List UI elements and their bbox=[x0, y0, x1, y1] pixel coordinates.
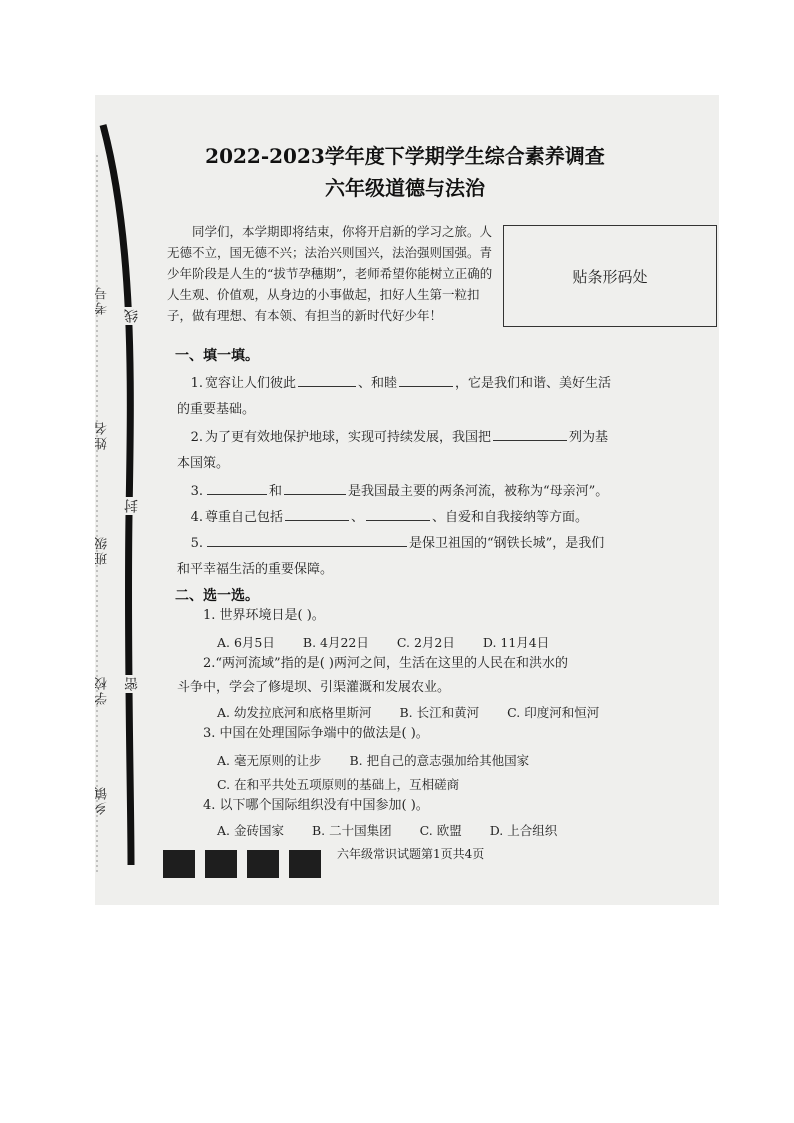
choice-options-3b: C. 在和平共处五项原则的基础上，互相磋商 bbox=[217, 777, 460, 792]
alignment-mark bbox=[289, 850, 321, 878]
alignment-mark bbox=[205, 850, 237, 878]
intro-paragraph: 同学们，本学期即将结束，你将开启新的学习之旅。人无德不立，国无德不兴；法治兴则国兴，法治强则国强。青少年阶段是人生的“拔节孕穗期”，老师希望你能树立正确的人生观、价值观，从身边的小事做起，扣好人生第一粒扣子，做有理想、有本领、有担当的新时代好少年！ bbox=[167, 224, 493, 323]
fill-question-4: 4. 尊重自己包括 、 、自爱和自我接纳等方面。 bbox=[177, 505, 647, 531]
choice-options-1: A. 6月5日 B. 4月22日 C. 2月2日 D. 11月4日 bbox=[217, 635, 550, 650]
fill-question-3: 3. 和 是我国最主要的两条河流，被称为“母亲河”。 bbox=[177, 479, 647, 505]
answer-blank bbox=[399, 371, 453, 387]
side-label-exam-number: 考号 bbox=[95, 285, 110, 315]
answer-blank bbox=[207, 531, 407, 547]
choice-question-3: 3. 中国在处理国际争端中的做法是( )。 bbox=[203, 726, 429, 741]
fill-question-2: 2. 为了更有效地保护地球，实现可持续发展，我国把 列为基 本国策。 bbox=[177, 425, 647, 477]
answer-blank bbox=[366, 505, 430, 521]
alignment-mark bbox=[163, 850, 195, 878]
fill-question-5: 5. 是保卫祖国的“钢铁长城”，是我们 和平幸福生活的重要保障。 bbox=[177, 531, 647, 583]
side-label-name: 姓名 bbox=[95, 420, 110, 450]
seal-char-line: 线 bbox=[124, 309, 140, 323]
alignment-mark bbox=[247, 850, 279, 878]
barcode-box bbox=[503, 225, 717, 327]
barcode-label: 贴条形码处 bbox=[572, 267, 648, 286]
choice-options-3a: A. 毫无原则的让步 B. 把自己的意志强加给其他国家 bbox=[217, 753, 530, 768]
exam-paper-photo bbox=[95, 95, 719, 905]
side-label-school: 学校 bbox=[95, 675, 110, 705]
answer-blank bbox=[298, 371, 356, 387]
exam-subtitle: 六年级道德与法治 bbox=[325, 176, 485, 200]
choice-options-2: A. 幼发拉底河和底格里斯河 B. 长江和黄河 C. 印度河和恒河 bbox=[217, 705, 600, 720]
choice-options-4: A. 金砖国家 B. 二十国集团 C. 欧盟 D. 上合组织 bbox=[217, 823, 558, 838]
section-fill-heading: 一、填一填。 bbox=[175, 348, 259, 364]
answer-blank bbox=[285, 505, 349, 521]
page-footer: 六年级常识试题第1页共4页 bbox=[337, 847, 485, 861]
choice-question-2: 2.“两河流域”指的是( )两河之间，生活在这里的人民在和洪水的 bbox=[203, 656, 568, 671]
section-choice-heading: 二、选一选。 bbox=[175, 588, 259, 604]
choice-question-4: 4. 以下哪个国际组织没有中国参加( )。 bbox=[203, 798, 429, 813]
choice-question-2-cont: 斗争中，学会了修堤坝、引渠灌溉和发展农业。 bbox=[177, 680, 451, 695]
answer-blank bbox=[493, 425, 567, 441]
answer-blank bbox=[207, 479, 267, 495]
exam-title: 2022-2023学年度下学期学生综合素养调查 bbox=[205, 144, 605, 168]
fill-question-1: 1. 宽容让人们彼此 、和睦 ，它是我们和谐、美好生活 的重要基础。 bbox=[177, 371, 647, 423]
seal-char-secret: 密 bbox=[124, 677, 140, 691]
seal-char-seal: 封 bbox=[124, 499, 140, 513]
choice-question-1: 1. 世界环境日是( )。 bbox=[203, 608, 325, 623]
side-label-class: 班级 bbox=[95, 535, 110, 565]
answer-blank bbox=[284, 479, 346, 495]
side-label-township: 乡镇 bbox=[95, 785, 110, 815]
